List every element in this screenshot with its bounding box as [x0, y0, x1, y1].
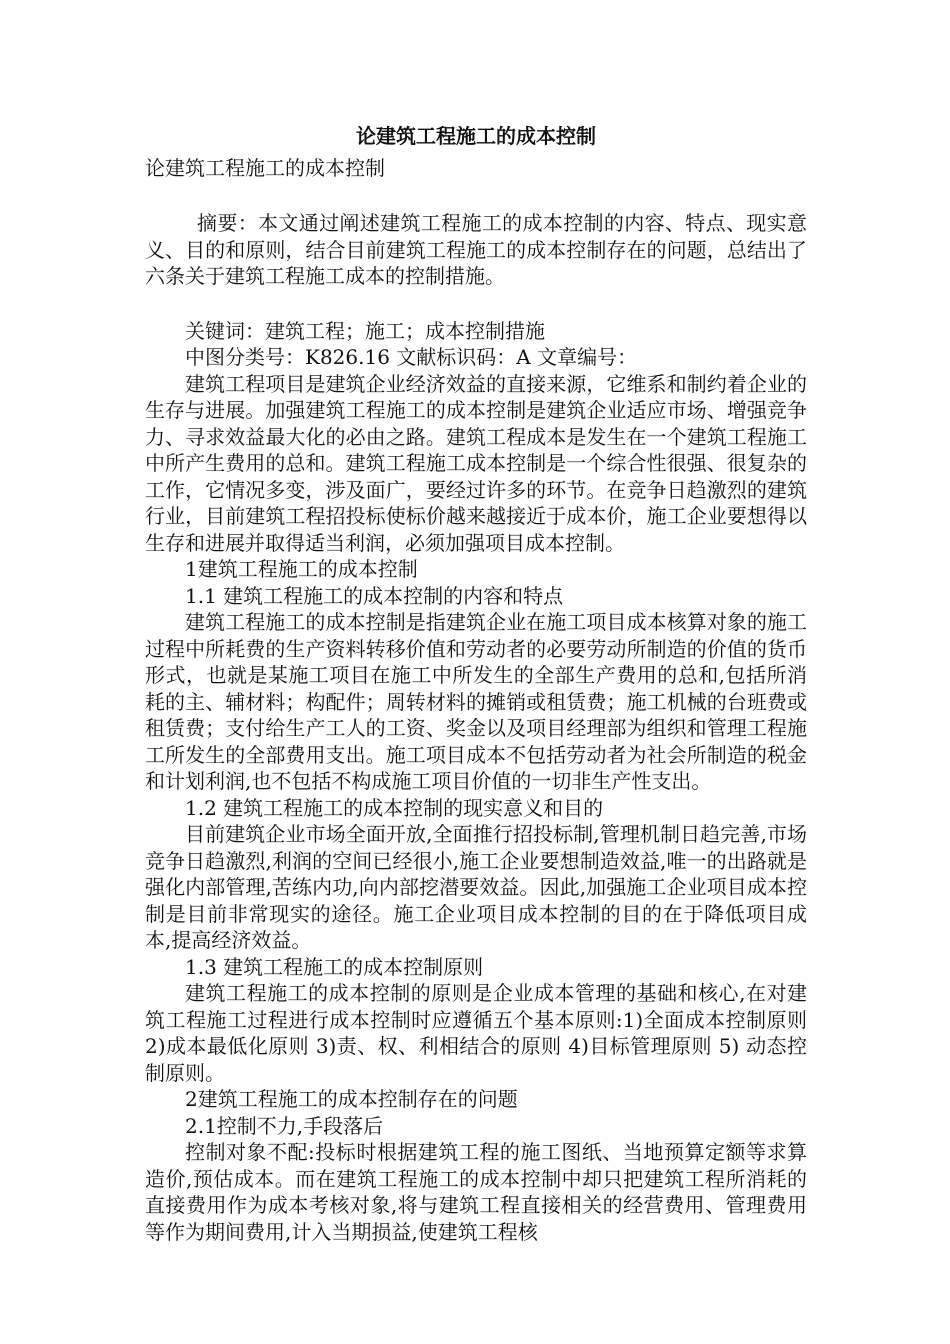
document-title: 论建筑工程施工的成本控制 — [356, 124, 596, 148]
section-heading-1-1: 1.1 建筑工程施工的成本控制的内容和特点 — [185, 583, 564, 608]
keywords-line: 关键词：建筑工程；施工；成本控制措施 — [185, 318, 545, 343]
classification-line: 中图分类号：K826.16 文献标识码：A 文章编号： — [185, 345, 638, 369]
section-heading-2-1: 2.1控制不力,手段落后 — [185, 1113, 384, 1138]
paragraph-1-2: 目前建筑企业市场全面开放,全面推行招投标制,管理机制日趋完善,市场竞争日趋激烈,利润的空间已经很小,施工企业要想制造效益,唯一的出路就是强化内部管理,苦练内功,向内部挖潜要效益。因此,加强施工企业项目成本控制是目前非常现实的途径。施工企业项目成本控制的目的在于降低项目成本,提高经济效益。 — [145, 822, 807, 952]
paragraph-2-1: 控制对象不配:投标时根据建筑工程的施工图纸、当地预算定额等求算造价,预估成本。而在建筑工程施工的成本控制中却只把建筑工程所消耗的直接费用作为成本考核对象,将与建筑工程直接相关的经营费用、管理费用等作为期间费用,计入当期损益,使建筑工程核 — [145, 1140, 807, 1244]
section-heading-2: 2建筑工程施工的成本控制存在的问题 — [185, 1087, 518, 1111]
intro-paragraph: 建筑工程项目是建筑企业经济效益的直接来源，它维系和制约着企业的生存与进展。加强建筑工程施工的成本控制是建筑企业适应市场、增强竞争力、寻求效益最大化的必由之路。建筑工程成本是发生在一个建筑工程施工中所产生费用的总和。建筑工程施工成本控制是一个综合性很强、很复杂的工作，它情况多变，涉及面广，要经过许多的环节。在竞争日趋激烈的建筑行业，目前建筑工程招投标使标价越来越接近于成本价，施工企业要想得以生存和进展并取得适当利润，必须加强项目成本控制。 — [145, 371, 807, 555]
document-page — [145, 118, 807, 1245]
document-subtitle: 论建筑工程施工的成本控制 — [145, 156, 385, 180]
spacer — [145, 290, 807, 318]
abstract-paragraph: 摘要：本文通过阐述建筑工程施工的成本控制的内容、特点、现实意义、目的和原则，结合目前建筑工程施工的成本控制存在的问题，总结出了六条关于建筑工程施工成本的控制措施。 — [145, 211, 807, 288]
section-heading-1: 1建筑工程施工的成本控制 — [185, 557, 418, 581]
section-heading-1-2: 1.2 建筑工程施工的成本控制的现实意义和目的 — [185, 795, 604, 820]
paragraph-1-3: 建筑工程施工的成本控制的原则是企业成本管理的基础和核心,在对建筑工程施工过程进行成本控制时应遵循五个基本原则:1)全面成本控制原则 2)成本最低化原则 3)责、权、利相结合的原则 4)目标管理原则 5) 动态控制原则。 — [145, 981, 807, 1085]
section-heading-1-3: 1.3 建筑工程施工的成本控制原则 — [185, 954, 484, 979]
spacer — [145, 182, 807, 210]
paragraph-1-1: 建筑工程施工的成本控制是指建筑企业在施工项目成本核算对象的施工过程中所耗费的生产资料转移价值和劳动者的必要劳动所制造的价值的货币形式，也就是某施工项目在施工中所发生的全部生产费用的总和,包括所消耗的主、辅材料；构配件；周转材料的摊销或租赁费；施工机械的台班费或租赁费；支付给生产工人的工资、奖金以及项目经理部为组织和管理工程施工所发生的全部费用支出。施工项目成本不包括劳动者为社会所制造的税金和计划利润,也不包括不构成施工项目价值的一切非生产性支出。 — [145, 610, 807, 793]
